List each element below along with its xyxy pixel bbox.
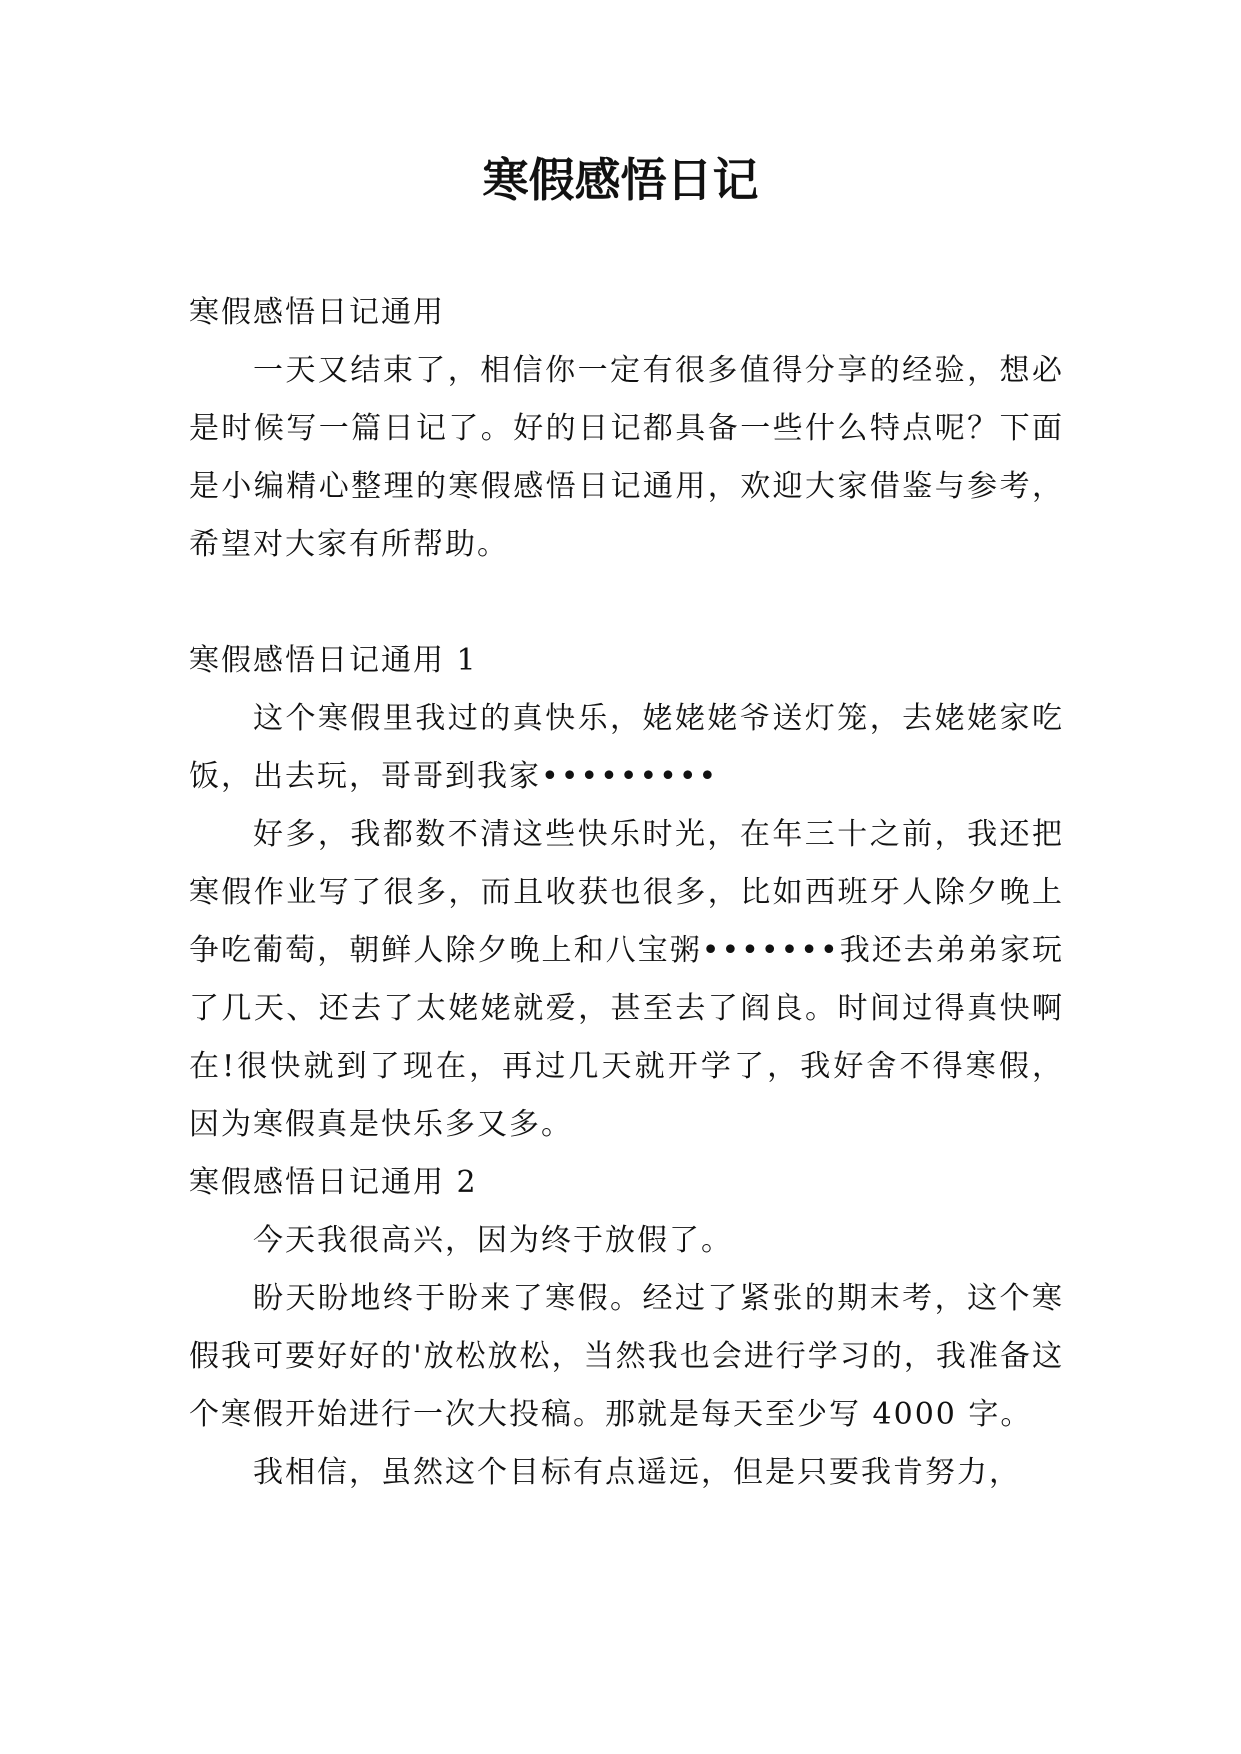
entry-2-heading: 寒假感悟日记通用 2 — [189, 1165, 478, 1200]
entry-1-paragraph-2: 好多，我都数不清这些快乐时光，在年三十之前，我还把寒假作业写了很多，而且收获也很多，比如西班牙人除夕晚上争吃葡萄，朝鲜人除夕晚上和八宝粥•••••••我还去弟弟家玩了几天、还去了太姥姥就爱，甚至去了阎良。时间过得真快啊在!很快就到了现在，再过几天就开学了，我好舍不得寒假，因为寒假真是快乐多又多。 — [189, 817, 1064, 1142]
entry-2-paragraph-2: 盼天盼地终于盼来了寒假。经过了紧张的期末考，这个寒假我可要好好的'放松放松，当然我也会进行学习的，我准备这个寒假开始进行一次大投稿。那就是每天至少写 4000 字。 — [189, 1281, 1064, 1432]
entry-1-heading: 寒假感悟日记通用 1 — [189, 643, 478, 678]
intro-heading: 寒假感悟日记通用 — [189, 295, 445, 330]
document-title: 寒假感悟日记 — [482, 153, 759, 207]
section-spacer — [189, 574, 1064, 632]
document-body — [189, 284, 1064, 1502]
entry-2-paragraph-1: 今天我很高兴，因为终于放假了。 — [253, 1223, 733, 1258]
entry-2-paragraph-3: 我相信，虽然这个目标有点遥远，但是只要我肯努力， — [253, 1455, 1021, 1490]
entry-1-paragraph-1: 这个寒假里我过的真快乐，姥姥姥爷送灯笼，去姥姥家吃饭，出去玩，哥哥到我家••••••••• — [189, 701, 1064, 794]
intro-paragraph: 一天又结束了，相信你一定有很多值得分享的经验，想必是时候写一篇日记了。好的日记都具备一些什么特点呢？下面是小编精心整理的寒假感悟日记通用，欢迎大家借鉴与参考，希望对大家有所帮助。 — [189, 353, 1064, 562]
